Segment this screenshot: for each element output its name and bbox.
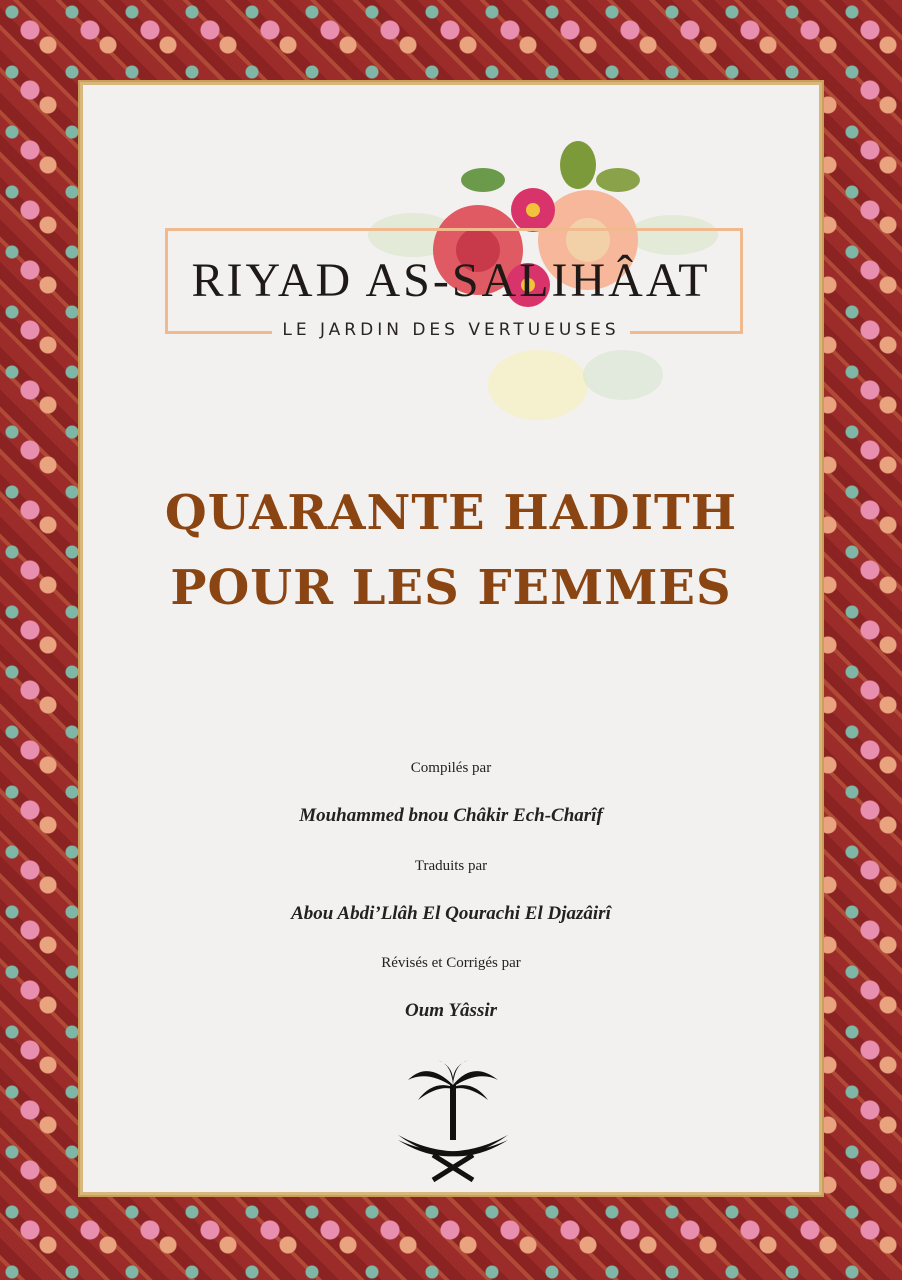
compiler-role: Compilés par [410, 760, 492, 776]
cover-page [80, 82, 822, 1195]
logo-subtitle: LE JARDIN DES VERTUEUSES [272, 320, 629, 340]
logo-title: RIYAD AS-SALIHÂAT [191, 254, 711, 307]
reviser-name: Oum Yâssir [404, 1000, 498, 1021]
compiler-name: Mouhammed bnou Châkir Ech-Charîf [299, 805, 603, 826]
translator-name: Abou Abdi’Llâh El Qourachi El Djazâirî [291, 903, 611, 924]
book-title-line-1: QUARANTE HADITH [164, 485, 738, 541]
translator-role: Traduits par [414, 858, 488, 874]
reviser-role: Révisés et Corrigés par [381, 955, 521, 971]
book-title-line-2: POUR LES FEMMES [170, 560, 732, 616]
palm-and-swords-emblem-icon [393, 1055, 513, 1185]
logo-subtitle-wrap [83, 320, 819, 340]
